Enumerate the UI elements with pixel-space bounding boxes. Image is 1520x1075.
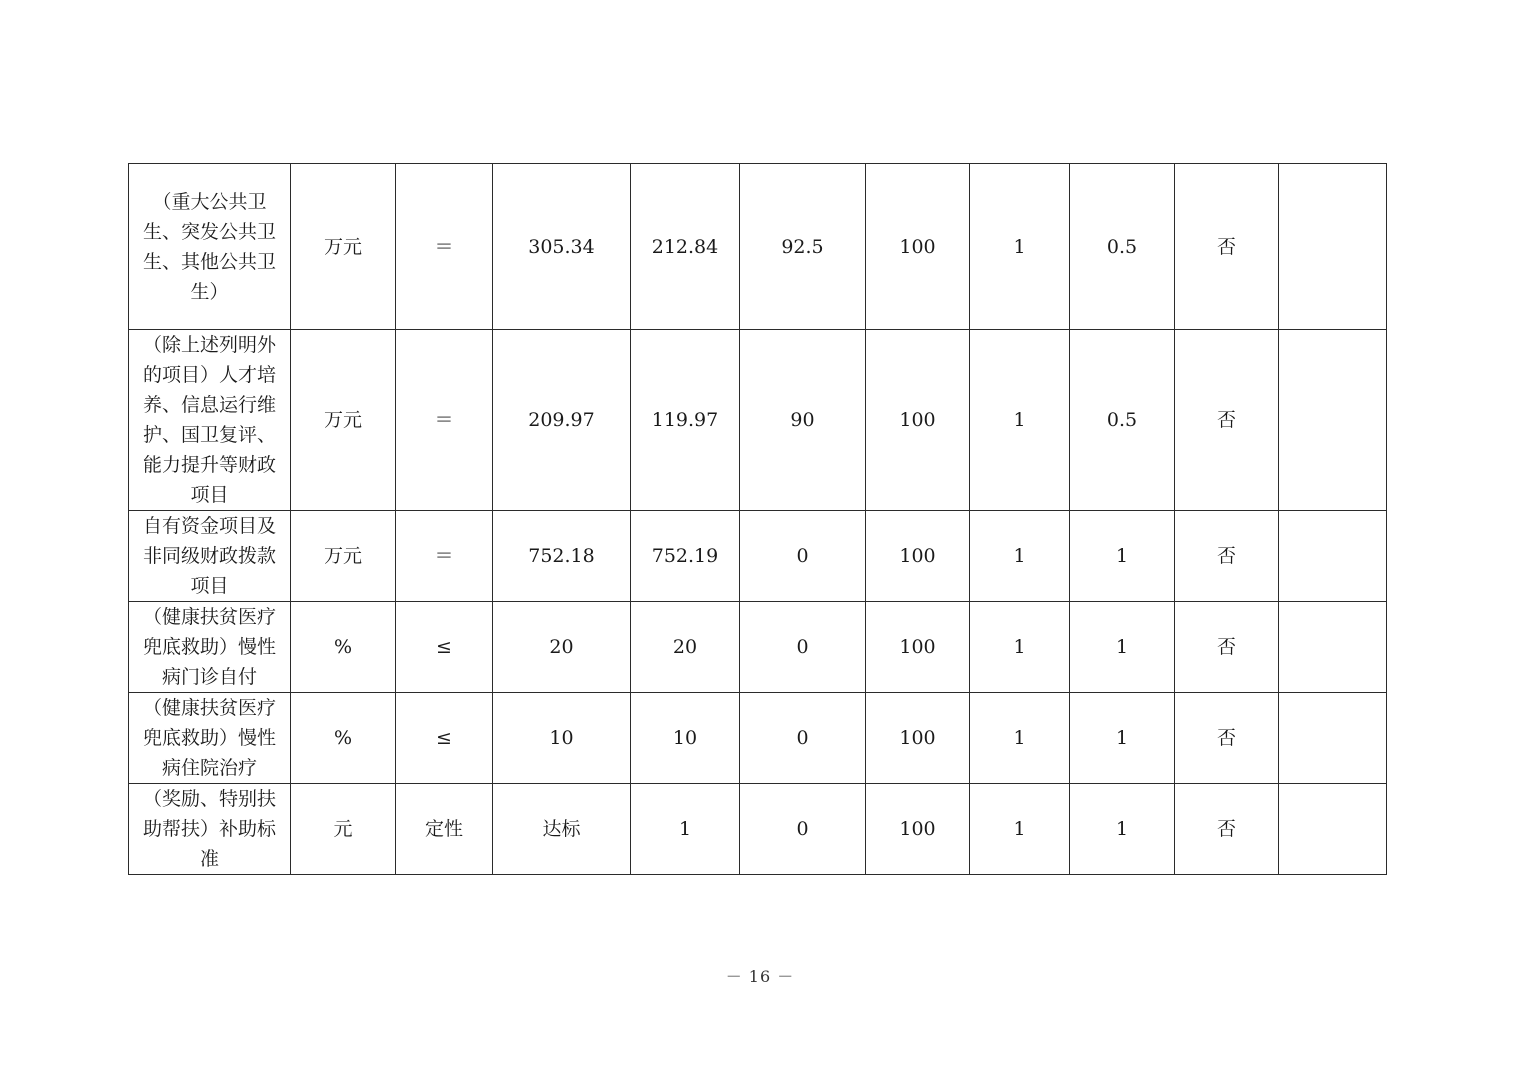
score-cell: 1 <box>970 784 1070 875</box>
note-cell <box>1279 602 1387 693</box>
difference-cell: 90 <box>740 330 866 511</box>
unit-cell: 万元 <box>291 511 396 602</box>
table-row <box>129 602 1387 693</box>
weight-cell: 100 <box>866 784 970 875</box>
table-row <box>129 164 1387 330</box>
score-cell: 1 <box>970 511 1070 602</box>
operator-cell: ＝ <box>396 164 493 330</box>
flag-cell: 否 <box>1175 602 1279 693</box>
actual-value-cell: 212.84 <box>631 164 740 330</box>
actual-value-cell: 20 <box>631 602 740 693</box>
target-value-cell: 305.34 <box>493 164 631 330</box>
operator-cell: 定性 <box>396 784 493 875</box>
score-cell: 1 <box>970 330 1070 511</box>
operator-cell: ≤ <box>396 693 493 784</box>
difference-cell: 92.5 <box>740 164 866 330</box>
score-cell: 1 <box>970 693 1070 784</box>
target-value-cell: 752.18 <box>493 511 631 602</box>
indicator-name: （健康扶贫医疗兜底救助）慢性病住院治疗 <box>129 693 291 784</box>
actual-value-cell: 752.19 <box>631 511 740 602</box>
flag-cell: 否 <box>1175 784 1279 875</box>
unit-cell: 万元 <box>291 330 396 511</box>
weight-cell: 100 <box>866 164 970 330</box>
flag-cell: 否 <box>1175 164 1279 330</box>
weight-cell: 100 <box>866 602 970 693</box>
table-row <box>129 330 1387 511</box>
difference-cell: 0 <box>740 511 866 602</box>
score-cell: 0.5 <box>1070 164 1175 330</box>
difference-cell: 0 <box>740 693 866 784</box>
indicator-name: （奖励、特别扶助帮扶）补助标准 <box>129 784 291 875</box>
score-cell: 1 <box>1070 784 1175 875</box>
actual-value-cell: 119.97 <box>631 330 740 511</box>
operator-cell: ＝ <box>396 511 493 602</box>
flag-cell: 否 <box>1175 511 1279 602</box>
score-cell: 0.5 <box>1070 330 1175 511</box>
score-cell: 1 <box>1070 693 1175 784</box>
score-cell: 1 <box>1070 602 1175 693</box>
unit-cell: % <box>291 602 396 693</box>
operator-cell: ≤ <box>396 602 493 693</box>
unit-cell: 元 <box>291 784 396 875</box>
score-cell: 1 <box>970 164 1070 330</box>
weight-cell: 100 <box>866 511 970 602</box>
note-cell <box>1279 511 1387 602</box>
score-cell: 1 <box>1070 511 1175 602</box>
indicator-name: （重大公共卫生、突发公共卫生、其他公共卫生） <box>129 164 291 330</box>
table-row <box>129 693 1387 784</box>
actual-value-cell: 1 <box>631 784 740 875</box>
unit-cell: 万元 <box>291 164 396 330</box>
table-row <box>129 784 1387 875</box>
difference-cell: 0 <box>740 784 866 875</box>
note-cell <box>1279 784 1387 875</box>
indicator-name: （健康扶贫医疗兜底救助）慢性病门诊自付 <box>129 602 291 693</box>
target-value-cell: 达标 <box>493 784 631 875</box>
operator-cell: ＝ <box>396 330 493 511</box>
indicator-name: （除上述列明外的项目）人才培养、信息运行维护、国卫复评、能力提升等财政项目 <box>129 330 291 511</box>
note-cell <box>1279 693 1387 784</box>
indicator-table <box>128 163 1387 875</box>
actual-value-cell: 10 <box>631 693 740 784</box>
target-value-cell: 20 <box>493 602 631 693</box>
page-number: － 16 － <box>725 967 795 986</box>
score-cell: 1 <box>970 602 1070 693</box>
flag-cell: 否 <box>1175 693 1279 784</box>
target-value-cell: 209.97 <box>493 330 631 511</box>
flag-cell: 否 <box>1175 330 1279 511</box>
difference-cell: 0 <box>740 602 866 693</box>
note-cell <box>1279 164 1387 330</box>
table-row <box>129 511 1387 602</box>
weight-cell: 100 <box>866 693 970 784</box>
weight-cell: 100 <box>866 330 970 511</box>
unit-cell: % <box>291 693 396 784</box>
note-cell <box>1279 330 1387 511</box>
indicator-name: 自有资金项目及非同级财政拨款项目 <box>129 511 291 602</box>
target-value-cell: 10 <box>493 693 631 784</box>
